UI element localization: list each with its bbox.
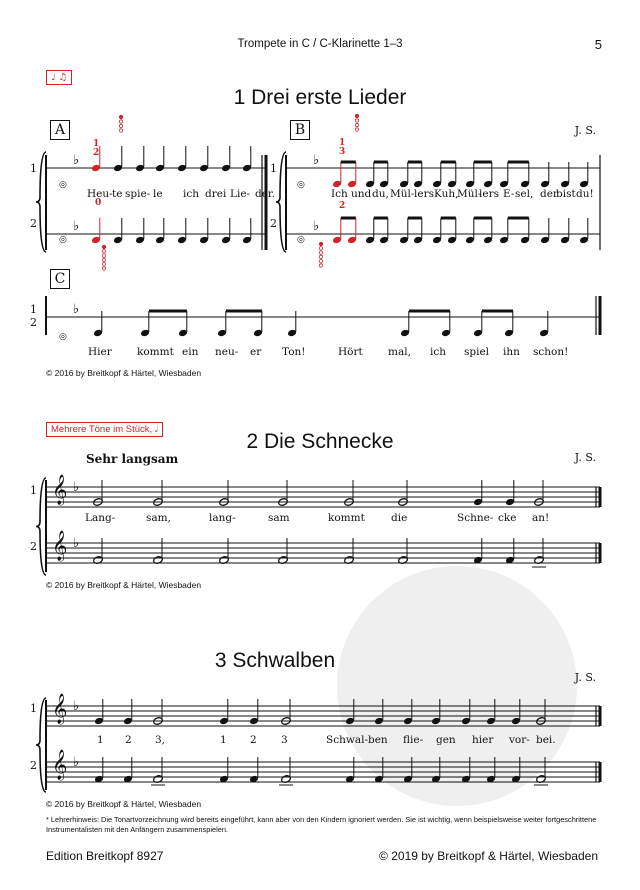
rhythm-badge: ♩ ♫	[46, 70, 72, 85]
lyric: sel,	[515, 188, 534, 200]
staff-number: 1	[30, 303, 37, 316]
valve-dot	[355, 119, 358, 122]
lyric: Ton!	[282, 346, 306, 358]
section-label-c: C	[50, 269, 70, 289]
lyric: Schwal-ben	[326, 734, 388, 746]
lyric: ich	[183, 188, 200, 200]
lyric: lers	[479, 188, 499, 200]
treble-clef: 𝄞	[52, 750, 68, 780]
staff-number: 1	[30, 702, 37, 715]
song-1-title: 1 Drei erste Lieder	[233, 86, 407, 109]
lyric: kommt	[328, 512, 365, 524]
lyric: E-	[503, 188, 515, 200]
lyric: Lang-	[85, 512, 116, 524]
lyric: Hört	[338, 346, 363, 358]
lyric: bei.	[536, 734, 556, 746]
lyric: Lie-	[230, 188, 251, 200]
lyric: du!	[576, 188, 594, 200]
lyric: 3,	[155, 734, 166, 746]
lyric: cke	[498, 512, 517, 524]
treble-clef: 𝄞	[52, 531, 68, 561]
system-bracket	[36, 698, 46, 792]
valve-dot	[119, 124, 122, 127]
valve-dot	[319, 264, 322, 267]
lyric: Mül-	[390, 188, 415, 200]
lyric: le	[153, 188, 163, 200]
lyric: drei	[205, 188, 227, 200]
staff-number: 2	[270, 217, 277, 230]
valve-dot	[102, 267, 105, 270]
lyric: schon!	[533, 346, 569, 358]
lyric: Hier	[88, 346, 112, 358]
system-bracket	[276, 152, 286, 252]
section-label-a: A	[50, 120, 70, 140]
valve-dot	[102, 258, 105, 261]
clef-symbol: ◎	[297, 180, 305, 190]
valve-dot	[102, 263, 105, 266]
fingering-number: 3	[339, 147, 346, 157]
lyric: ein	[182, 346, 199, 358]
treble-clef: 𝄞	[52, 475, 68, 505]
staff-number: 1	[270, 162, 277, 175]
valve-dot	[355, 123, 358, 126]
flat-sign: ♭	[73, 699, 80, 714]
lyric: du,	[372, 188, 389, 200]
fingering-number: 1	[339, 138, 346, 148]
lyric: der	[540, 188, 558, 200]
header-title: Trompete in C / C-Klarinette 1–3	[237, 38, 403, 50]
lyric: Ich	[331, 188, 348, 200]
lyric: spiel	[464, 346, 490, 358]
staff-number: 2	[30, 759, 37, 772]
lyric: sam	[268, 512, 290, 524]
lyric: 1	[97, 734, 104, 746]
lyric: bist	[556, 188, 576, 200]
song-2-composer: J. S.	[574, 451, 596, 464]
lyric: kommt	[137, 346, 174, 358]
song-3-composer: J. S.	[574, 671, 596, 684]
valve-dot	[119, 115, 122, 118]
song-2-badge: Mehrere Töne im Stück, 𝅗𝅥	[46, 422, 163, 437]
fingering-number: 2	[93, 148, 100, 158]
valve-dot	[102, 250, 105, 253]
lyric: flie-	[403, 734, 424, 746]
lyric: Schne-	[457, 512, 494, 524]
lyric: lers	[414, 188, 434, 200]
fingering-number: 2	[339, 201, 346, 211]
tempo-marking: Sehr langsam	[86, 452, 179, 466]
flat-sign: ♭	[313, 153, 320, 168]
page-number: 5	[594, 37, 602, 52]
fingering-number: 0	[95, 198, 102, 208]
flat-sign: ♭	[313, 219, 320, 234]
section-label-b: B	[290, 120, 310, 140]
system-bracket	[36, 478, 46, 575]
staff-number: 2	[30, 316, 37, 329]
lyric: 2	[250, 734, 257, 746]
system-bracket	[36, 152, 46, 252]
lyric: Kuh,	[434, 188, 459, 200]
lyric: ich	[430, 346, 447, 358]
valve-dot	[319, 251, 322, 254]
clef-symbol: ◎	[297, 235, 305, 245]
lyric: mal,	[388, 346, 411, 358]
fingering-number: 1	[93, 139, 100, 149]
valve-dot	[102, 254, 105, 257]
valve-dot	[319, 247, 322, 250]
song-1-composer: J. S.	[574, 124, 596, 137]
lyric: vor-	[509, 734, 530, 746]
lyric: ihn	[503, 346, 520, 358]
lyric: hier	[472, 734, 494, 746]
lyric: 2	[125, 734, 132, 746]
lyric: spie-	[125, 188, 151, 200]
lyric: an!	[532, 512, 550, 524]
clef-symbol: ◎	[59, 332, 67, 342]
footer-edition: Edition Breitkopf 8927	[46, 849, 164, 863]
song-3-title: 3 Schwalben	[214, 649, 336, 672]
flat-sign: ♭	[73, 153, 80, 168]
lyric: und	[351, 188, 372, 200]
clef-symbol: ◎	[59, 180, 67, 190]
flat-sign: ♭	[73, 536, 80, 551]
staff-number: 1	[30, 484, 37, 497]
flat-sign: ♭	[73, 219, 80, 234]
treble-clef: 𝄞	[52, 694, 68, 724]
lyric: te	[112, 188, 123, 200]
song-1-copyright: © 2016 by Breitkopf & Härtel, Wiesbaden	[46, 368, 202, 378]
clef-symbol: ◎	[59, 235, 67, 245]
valve-dot	[119, 120, 122, 123]
footer-copyright: © 2019 by Breitkopf & Härtel, Wiesbaden	[379, 849, 598, 863]
valve-dot	[319, 260, 322, 263]
song-2-copyright: © 2016 by Breitkopf & Härtel, Wiesbaden	[46, 580, 202, 590]
valve-dot	[102, 245, 105, 248]
flat-sign: ♭	[73, 302, 80, 317]
lyric: 3	[281, 734, 288, 746]
lyric: sam,	[146, 512, 171, 524]
staff-number: 2	[30, 217, 37, 230]
valve-dot	[119, 129, 122, 132]
lyric: er	[250, 346, 262, 358]
lyric: Mül-	[457, 188, 482, 200]
lyric: Heu-	[87, 188, 113, 200]
footnote: * Lehrerhinweis: Die Tonartvorzeichnung wird bereits eingeführt, kann aber von den Kindern ignoriert werden. Sie ist wichtig, wenn beispielsweise weiter fortgeschrittene Instrumentalisten mit den Anfängern zusammenspielen.	[46, 815, 597, 834]
song-3-copyright: © 2016 by Breitkopf & Härtel, Wiesbaden	[46, 799, 202, 809]
flat-sign: ♭	[73, 755, 80, 770]
valve-dot	[319, 242, 322, 245]
song-2-title: 2 Die Schnecke	[246, 430, 394, 453]
staff-number: 2	[30, 540, 37, 553]
staff-number: 1	[30, 162, 37, 175]
lyric: der.	[255, 188, 276, 200]
lyric: die	[391, 512, 408, 524]
valve-dot	[319, 255, 322, 258]
flat-sign: ♭	[73, 480, 80, 495]
lyric: gen	[436, 734, 456, 746]
lyric: lang-	[209, 512, 236, 524]
lyric: 1	[220, 734, 227, 746]
valve-dot	[355, 114, 358, 117]
valve-dot	[355, 128, 358, 131]
lyric: neu-	[215, 346, 239, 358]
